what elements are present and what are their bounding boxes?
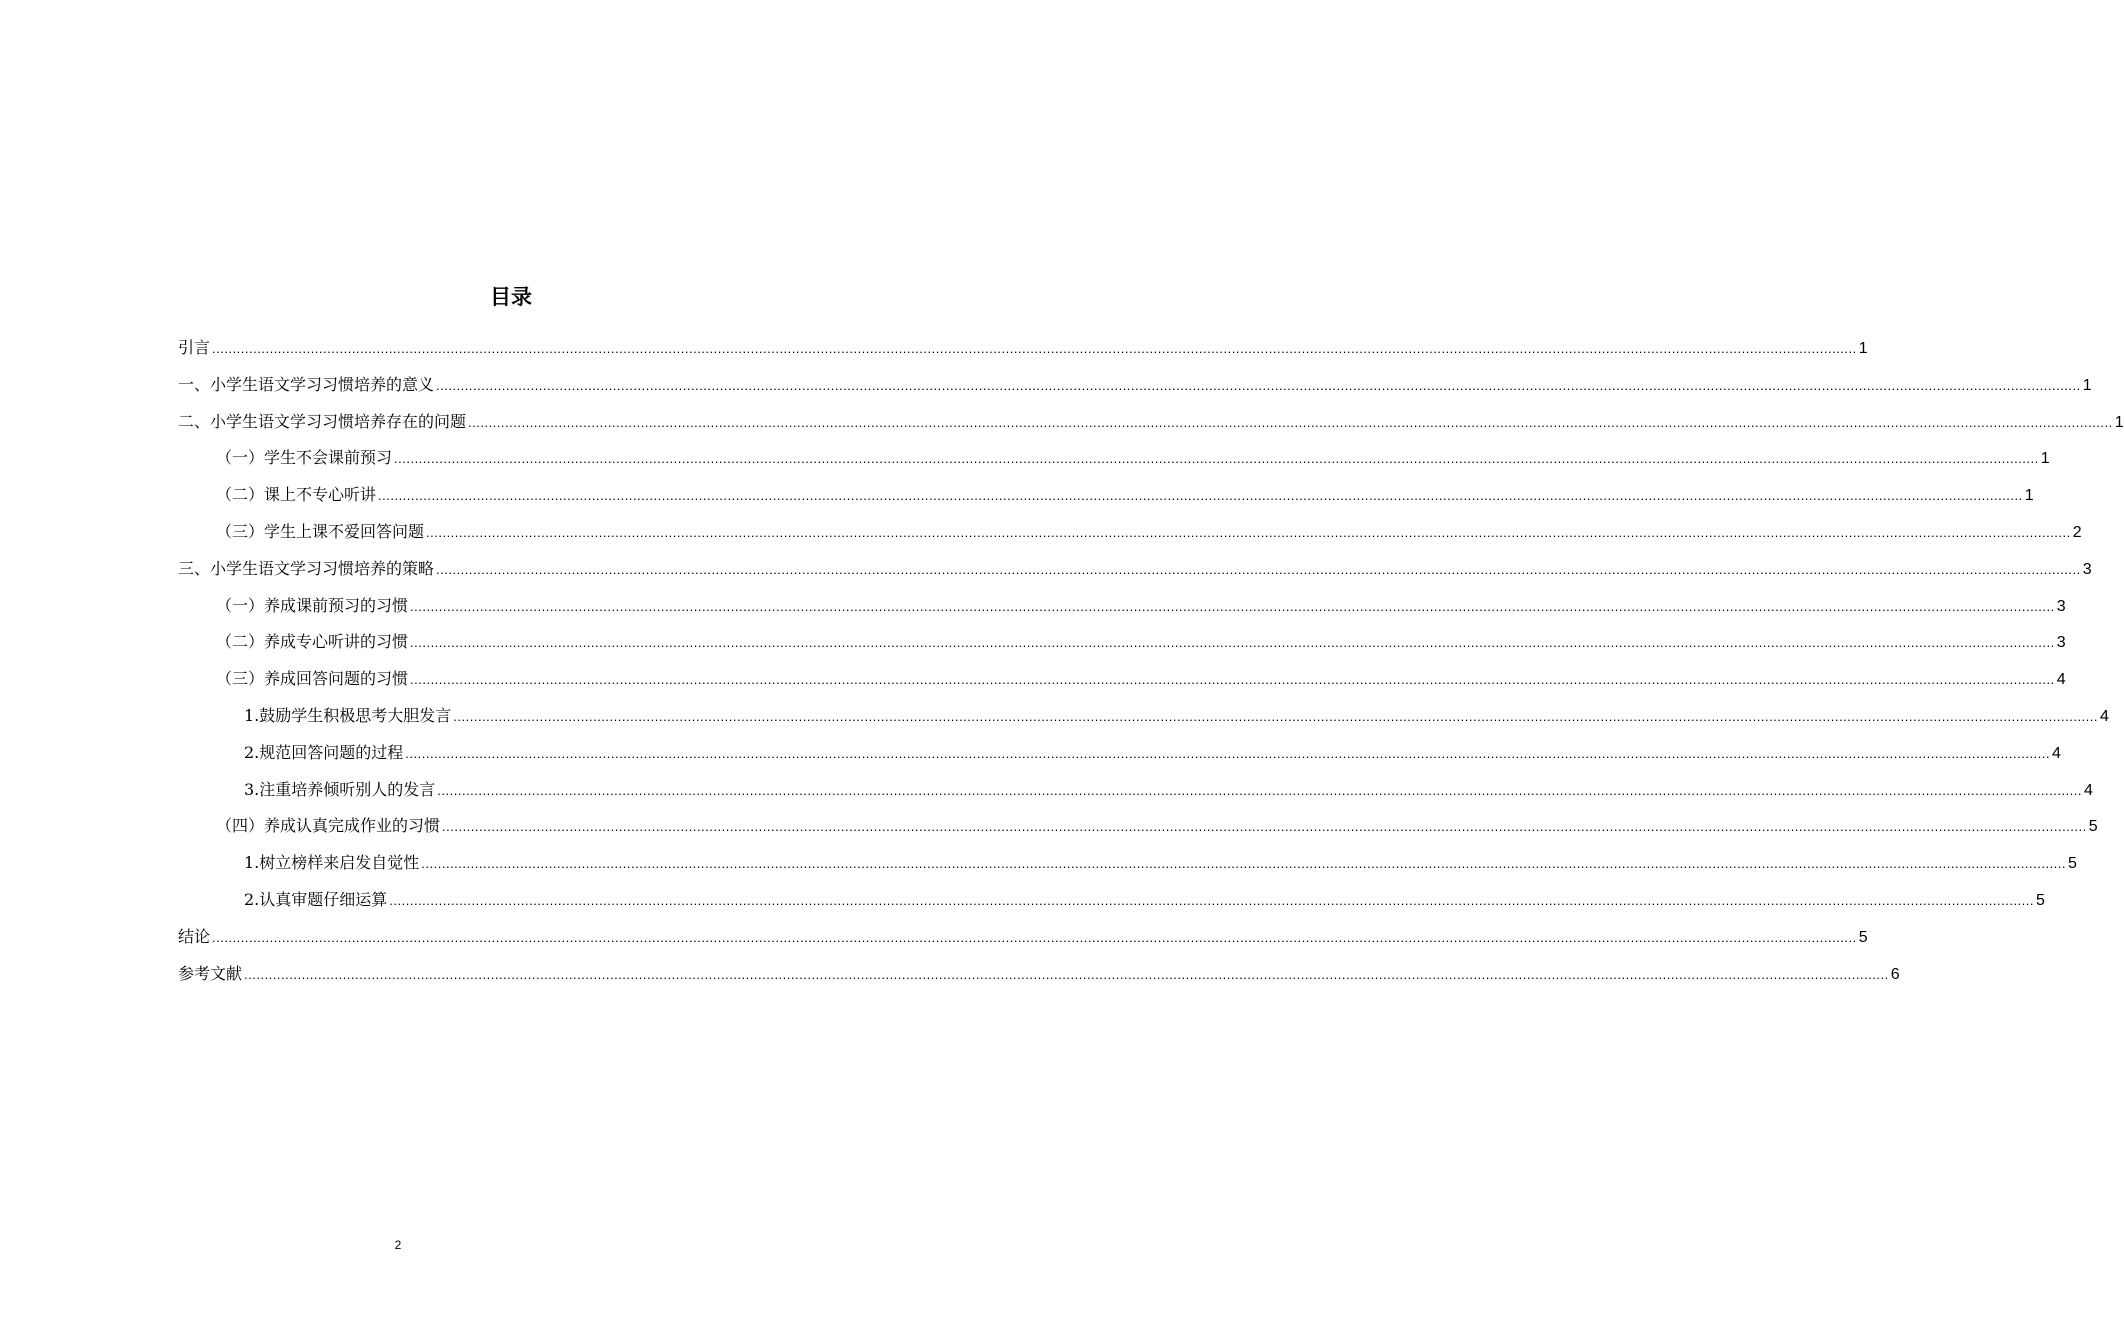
- toc-entry[interactable]: [178, 845, 2077, 882]
- toc-entry[interactable]: [178, 551, 2092, 588]
- toc-entry-label: （一）学生不会课前预习: [216, 448, 393, 468]
- toc-entry-page: 3: [2056, 634, 2066, 652]
- toc-entry[interactable]: [178, 477, 2034, 514]
- page-number: 2: [394, 1238, 402, 1252]
- toc-entry-page: 5: [2036, 891, 2045, 909]
- toc-entry-page: 4: [2084, 781, 2093, 799]
- toc-entry-page: 1: [1858, 340, 1868, 357]
- toc-entry-label: 一、小学生语文学习习惯培养的意义: [178, 374, 435, 394]
- toc-entry-page: 1: [2040, 450, 2050, 468]
- toc-entry-page: 5: [1858, 928, 1868, 946]
- toc-entry-label: 3.注重培养倾听别人的发言: [244, 779, 436, 799]
- toc-entry-label: 引言: [178, 338, 211, 357]
- toc-entry[interactable]: [178, 404, 2124, 441]
- toc-leader-dots: ................................................................................................................................................................................................................................................................................................................................................................................................................: [421, 856, 2067, 872]
- toc-entry-page: 2: [2072, 523, 2082, 541]
- toc-entry-label: 三、小学生语文学习习惯培养的策略: [178, 558, 435, 578]
- toc-entry-label: 参考文献: [178, 963, 243, 983]
- toc-entry[interactable]: [178, 624, 2066, 661]
- toc-leader-dots: ................................................................................................................................................................................................................................................................................................................................................................................................................: [436, 377, 2081, 393]
- toc-entry[interactable]: [178, 735, 2061, 772]
- toc-list: [178, 330, 2124, 992]
- toc-entry-page: 4: [2056, 671, 2066, 689]
- toc-entry[interactable]: [178, 919, 1868, 956]
- toc-leader-dots: ................................................................................................................................................................................................................................................................................................................................................................................................................: [410, 598, 2055, 614]
- toc-entry-label: 二、小学生语文学习习惯培养存在的问题: [178, 411, 467, 431]
- toc-entry-page: 5: [2068, 855, 2077, 873]
- toc-entry[interactable]: [178, 772, 2093, 809]
- toc-entry-page: 4: [2100, 707, 2109, 725]
- toc-leader-dots: ................................................................................................................................................................................................................................................................................................................................................................................................................: [442, 819, 2087, 835]
- toc-leader-dots: ................................................................................................................................................................................................................................................................................................................................................................................................................: [212, 341, 1857, 356]
- toc-entry[interactable]: [178, 661, 2066, 698]
- toc-leader-dots: ................................................................................................................................................................................................................................................................................................................................................................................................................: [244, 966, 1889, 982]
- toc-entry[interactable]: [178, 808, 2098, 845]
- toc-entry[interactable]: [178, 440, 2050, 477]
- toc-leader-dots: ................................................................................................................................................................................................................................................................................................................................................................................................................: [453, 708, 2099, 724]
- toc-leader-dots: ................................................................................................................................................................................................................................................................................................................................................................................................................: [436, 561, 2081, 577]
- toc-leader-dots: ................................................................................................................................................................................................................................................................................................................................................................................................................: [378, 488, 2023, 504]
- toc-leader-dots: ................................................................................................................................................................................................................................................................................................................................................................................................................: [437, 782, 2083, 798]
- toc-entry-label: 1.鼓励学生积极思考大胆发言: [244, 705, 452, 725]
- toc-entry[interactable]: [178, 698, 2109, 735]
- toc-entry[interactable]: [178, 956, 1900, 993]
- toc-entry-page: 6: [1890, 965, 1900, 983]
- toc-entry-label: 结论: [178, 926, 211, 946]
- toc-entry[interactable]: [178, 330, 1868, 367]
- toc-entry-page: 4: [2052, 744, 2061, 762]
- toc-entry-label: 1.树立榜样来启发自觉性: [244, 853, 420, 873]
- toc-leader-dots: ................................................................................................................................................................................................................................................................................................................................................................................................................: [410, 635, 2055, 651]
- toc-entry-label: （二）课上不专心听讲: [216, 485, 377, 505]
- toc-entry-label: （三）学生上课不爱回答问题: [216, 521, 425, 541]
- toc-entry-page: 1: [2114, 413, 2124, 431]
- toc-entry-page: 3: [2082, 560, 2092, 578]
- toc-entry-label: 2.认真审题仔细运算: [244, 889, 388, 909]
- toc-leader-dots: ................................................................................................................................................................................................................................................................................................................................................................................................................: [410, 672, 2055, 688]
- toc-leader-dots: ................................................................................................................................................................................................................................................................................................................................................................................................................: [212, 929, 1857, 945]
- toc-entry-page: 1: [2082, 376, 2092, 394]
- toc-leader-dots: ................................................................................................................................................................................................................................................................................................................................................................................................................: [394, 451, 2039, 467]
- toc-entry[interactable]: [178, 514, 2082, 551]
- toc-leader-dots: ................................................................................................................................................................................................................................................................................................................................................................................................................: [389, 892, 2035, 908]
- toc-entry[interactable]: [178, 882, 2045, 919]
- toc-entry-label: （一）养成课前预习的习惯: [216, 595, 409, 615]
- toc-entry-label: 2.规范回答问题的过程: [244, 742, 404, 762]
- toc-entry-label: （四）养成认真完成作业的习惯: [216, 816, 441, 836]
- toc-entry-page: 1: [2024, 487, 2034, 505]
- toc-leader-dots: ................................................................................................................................................................................................................................................................................................................................................................................................................: [426, 524, 2071, 540]
- toc-entry[interactable]: [178, 367, 2092, 404]
- toc-entry-page: 3: [2056, 597, 2066, 615]
- toc-entry-label: （三）养成回答问题的习惯: [216, 669, 409, 689]
- toc-entry-page: 5: [2088, 818, 2098, 836]
- toc-leader-dots: ................................................................................................................................................................................................................................................................................................................................................................................................................: [405, 745, 2051, 761]
- toc-entry[interactable]: [178, 588, 2066, 625]
- toc-leader-dots: ................................................................................................................................................................................................................................................................................................................................................................................................................: [468, 414, 2113, 430]
- toc-title: 目录: [490, 285, 532, 309]
- toc-entry-label: （二）养成专心听讲的习惯: [216, 632, 409, 652]
